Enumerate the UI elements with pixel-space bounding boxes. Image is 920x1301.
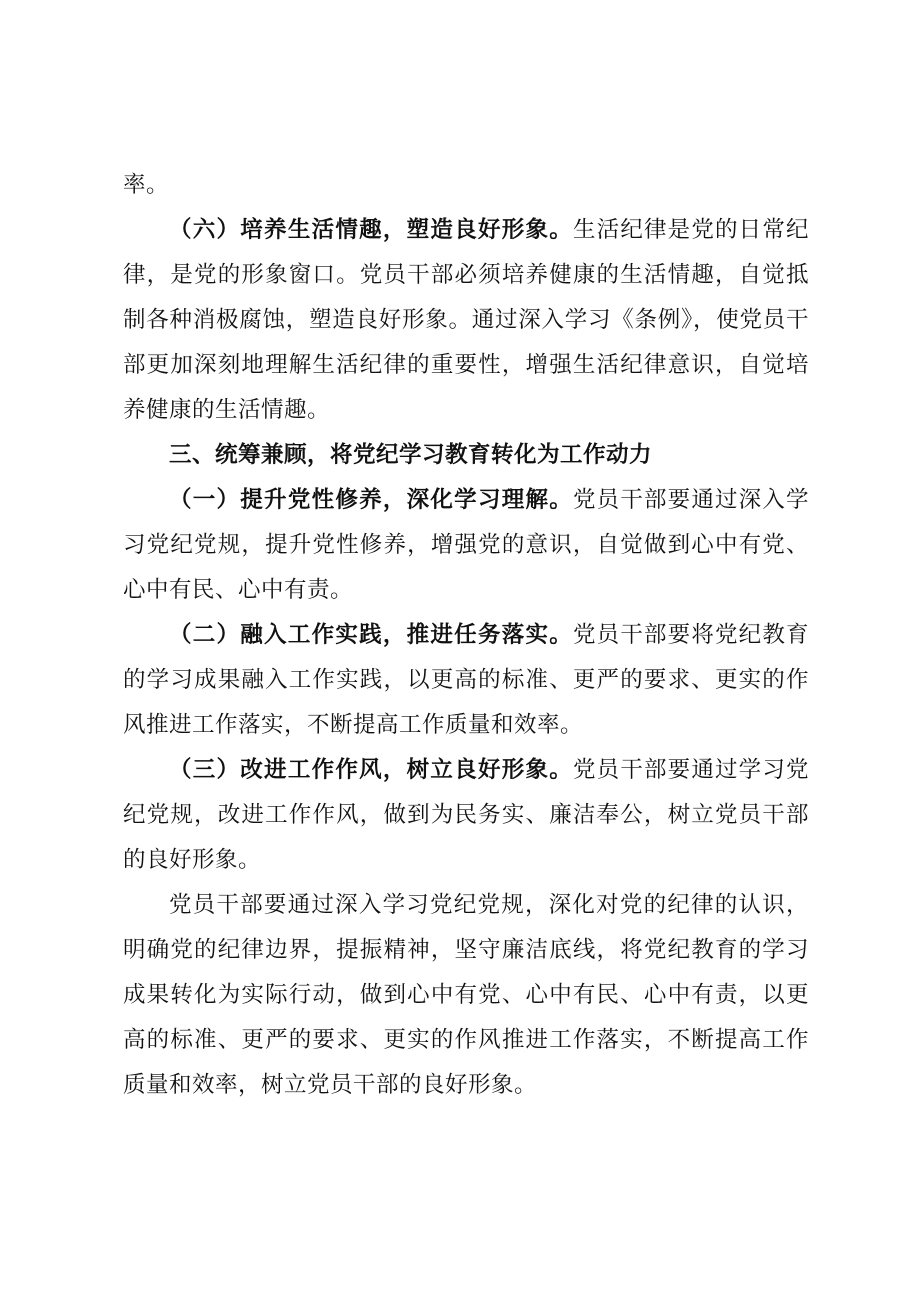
paragraph-lead: （二）融入工作实践，推进任务落实。: [169, 622, 573, 648]
paragraph-body: 党员干部要通过深入学习党纪党规，深化对党的纪律的认识，明确党的纪律边界，提振精神，坚守廉洁底线，将党纪教育的学习成果转化为实际行动，做到心中有党、心中有民、心中有责，以更高的标准、更严的要求、更实的作风推进工作落实，不断提高工作质量和效率，树立党员干部的良好形象。: [123, 892, 809, 1098]
paragraph-party-spirit: [123, 478, 809, 613]
paragraph-body: 率。: [123, 172, 170, 198]
paragraph-body: 党员干部要通过学习党纪党规，改进工作作风，做到为民务实、廉洁奉公，树立党员干部的良好形象。: [123, 757, 809, 873]
paragraph-lead: （六）培养生活情趣，塑造良好形象。: [169, 217, 573, 243]
paragraph-continuation: [123, 163, 809, 208]
paragraph-lead: （三）改进工作作风，树立良好形象。: [169, 757, 573, 783]
section-heading: 三、统筹兼顾，将党纪学习教育转化为工作动力: [169, 442, 653, 468]
document-body: [123, 163, 809, 1108]
paragraph-body: 生活纪律是党的日常纪律，是党的形象窗口。党员干部必须培养健康的生活情趣，自觉抵制各种消极腐蚀，塑造良好形象。通过深入学习《条例》，使党员干部更加深刻地理解生活纪律的重要性，增强生活纪律意识，自觉培养健康的生活情趣。: [123, 217, 809, 423]
paragraph-body: 党员干部要通过深入学习党纪党规，提升党性修养，增强党的意识，自觉做到心中有党、心中有民、心中有责。: [123, 487, 809, 603]
paragraph-conclusion: [123, 883, 809, 1108]
paragraph-body: 党员干部要将党纪教育的学习成果融入工作实践，以更高的标准、更严的要求、更实的作风推进工作落实，不断提高工作质量和效率。: [123, 622, 809, 738]
paragraph-work-style: [123, 748, 809, 883]
paragraph-lead: （一）提升党性修养，深化学习理解。: [169, 487, 573, 513]
paragraph-life-discipline: [123, 208, 809, 433]
paragraph-work-practice: [123, 613, 809, 748]
